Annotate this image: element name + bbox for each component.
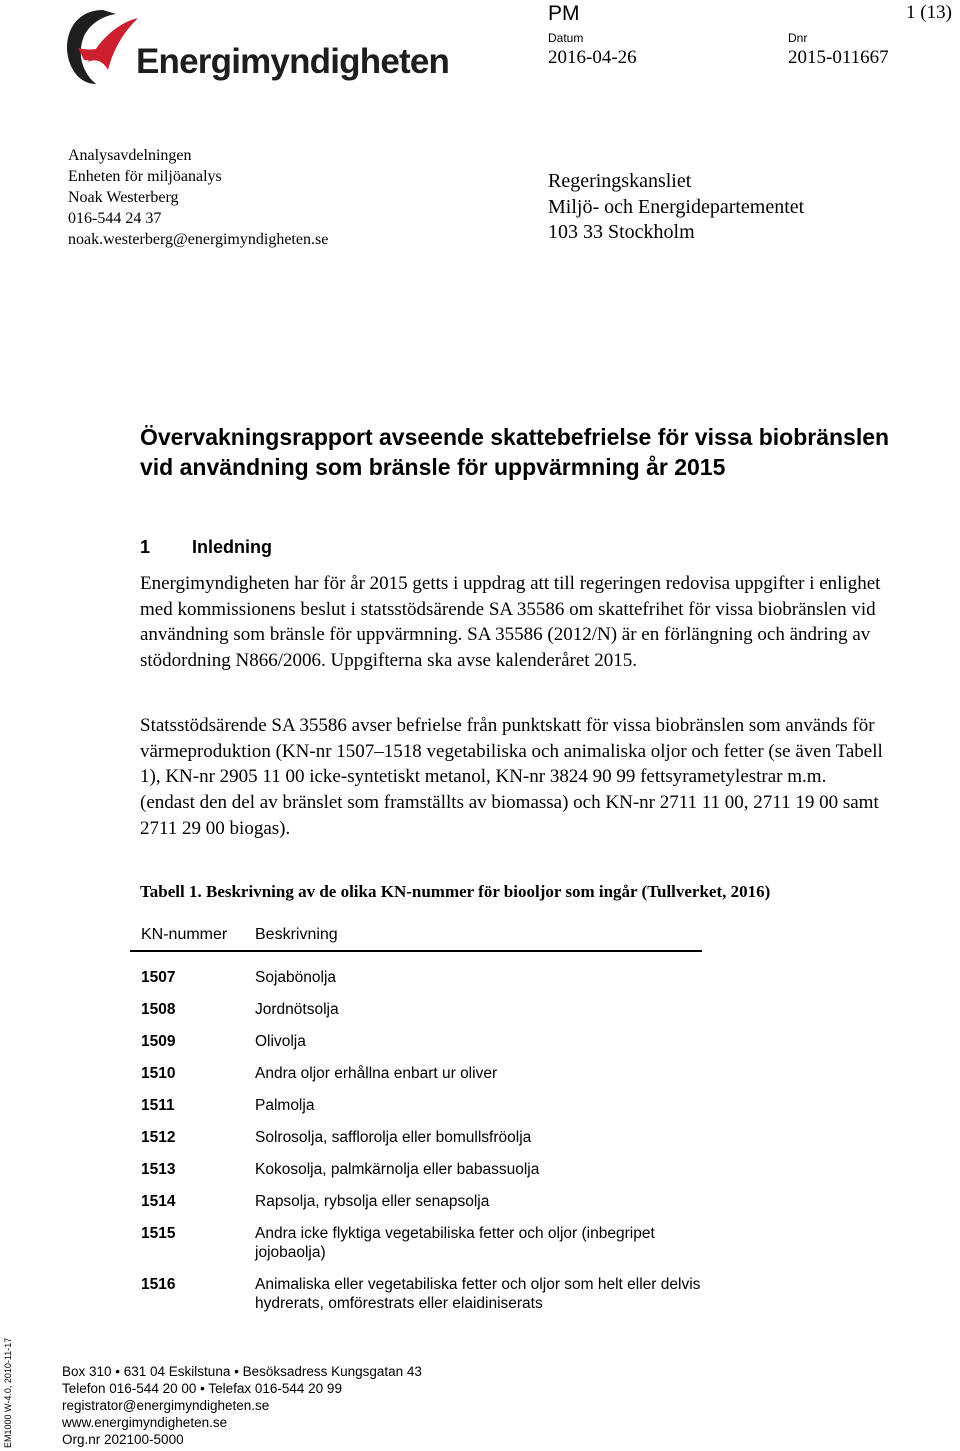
sender-phone: 016-544 24 37 [68,210,162,227]
energimyndigheten-logo [58,4,450,92]
table-row [130,962,702,994]
footer-org-number: Org.nr 202100-5000 [62,1432,184,1447]
sender-email[interactable]: noak.westerberg@energimyndigheten.se [68,231,329,248]
table-cell-kn: 1513 [141,1161,176,1178]
paragraph-1: Energimyndigheten har för år 2015 getts i uppdrag att till regeringen redovisa uppgifter i enlighet med kommissionens beslut i statsstödsärende SA 35586 om skattefrihet för vissa biobränslen vid användning som bränsle för uppvärmning. SA 35586 (2012/N) är en förlängning och ändring av stödordning N866/2006. Uppgifterna ska avse kalenderåret 2015. [140,573,881,672]
table-cell-kn: 1510 [141,1065,176,1082]
footer-address: Box 310 • 631 04 Eskilstuna • Besöksadress Kungsgatan 43 [62,1364,422,1379]
table-cell-description: Olivolja [255,1033,306,1050]
dnr-label: Dnr [788,31,808,45]
paragraph-2: Statsstödsärende SA 35586 avser befrielse från punktskatt för vissa biobränslen som används för värmeproduktion (KN-nr 1507–1518 vegetabiliska och animaliska oljor och fetter (se även Tabell 1), KN-nr 2905 11 00 icke-syntetiskt metanol, KN-nr 3824 90 99 fettsyrametylestrar m.m. (endast den del av bränslet som framställts av biomassa) och KN-nr 2711 11 00, 2711 19 00 samt 2711 29 00 biogas). [140,715,883,839]
sender-department: Analysavdelningen [68,147,192,164]
table-cell-description: Jordnötsolja [255,1001,339,1018]
table-row [130,1090,702,1122]
table-cell-description: Andra icke flyktiga vegetabiliska fetter och oljor (inbegripet jojobaolja) [255,1225,655,1261]
table-row [130,1058,702,1090]
page-number: 1 (13) [906,2,952,23]
document-type: PM [548,2,580,25]
document-title: Övervakningsrapport avseende skattebefrielse för vissa biobränslen vid användning som bränsle för uppvärmning år 2015 [140,424,890,480]
sender-block [68,145,328,250]
table-cell-description: Rapsolja, rybsolja eller senapsolja [255,1193,490,1210]
recipient-line-1: Regeringskansliet [548,170,692,192]
kn-table [130,920,702,1320]
table-cell-kn: 1509 [141,1033,176,1050]
table-cell-description: Kokosolja, palmkärnolja eller babassuolja [255,1161,540,1178]
sender-unit: Enheten för miljöanalys [68,168,222,185]
table-cell-kn: 1514 [141,1193,176,1210]
table-header-row [130,920,702,952]
date-label: Datum [548,31,584,45]
footer-website[interactable]: www.energimyndigheten.se [62,1415,228,1430]
table-cell-description: Andra oljor erhållna enbart ur oliver [255,1065,498,1082]
date-value: 2016-04-26 [548,47,637,68]
table-header-kn: KN-nummer [141,926,228,943]
sender-name: Noak Westerberg [68,189,179,206]
table-row [130,1122,702,1154]
table-row [130,1269,702,1320]
footer-phone: Telefon 016-544 20 00 • Telefax 016-544 20 99 [62,1381,342,1396]
section-number: 1 [140,537,151,557]
table-header-description: Beskrivning [255,926,338,943]
table-cell-description: Palmolja [255,1097,315,1114]
table-cell-description: Animaliska eller vegetabiliska fetter och oljor som helt eller delvis hydrerats, omförestrats eller elaidiniserats [255,1276,701,1312]
section-title: Inledning [192,537,272,557]
table-row [130,1186,702,1218]
table-cell-kn: 1515 [141,1225,176,1242]
dnr-value: 2015-011667 [788,47,889,68]
logo-wordmark: Energimyndigheten [136,42,450,81]
form-code [0,1330,14,1451]
footer-email[interactable]: registrator@energimyndigheten.se [62,1398,270,1413]
section-heading [140,537,272,558]
table-row [130,994,702,1026]
recipient-line-2: Miljö- och Energidepartementet [548,195,805,218]
recipient-block [548,169,804,246]
table-cell-kn: 1511 [141,1097,175,1114]
table-cell-kn: 1516 [141,1276,176,1293]
form-code-text: EM1000 W-4.0, 2010-11-17 [3,1337,13,1448]
table-cell-kn: 1512 [141,1129,176,1146]
footer [62,1363,422,1448]
recipient-line-3: 103 33 Stockholm [548,221,695,243]
table-cell-kn: 1508 [141,1001,176,1018]
table-row [130,1154,702,1186]
table-caption: Tabell 1. Beskrivning av de olika KN-nummer för biooljor som ingår (Tullverket, 2016) [140,882,771,901]
table-cell-description: Solrosolja, safflorolja eller bomullsfröolja [255,1129,532,1146]
table-row [130,1218,702,1269]
table-row [130,1026,702,1058]
table-cell-description: Sojabönolja [255,969,337,986]
table-cell-kn: 1507 [141,969,176,986]
